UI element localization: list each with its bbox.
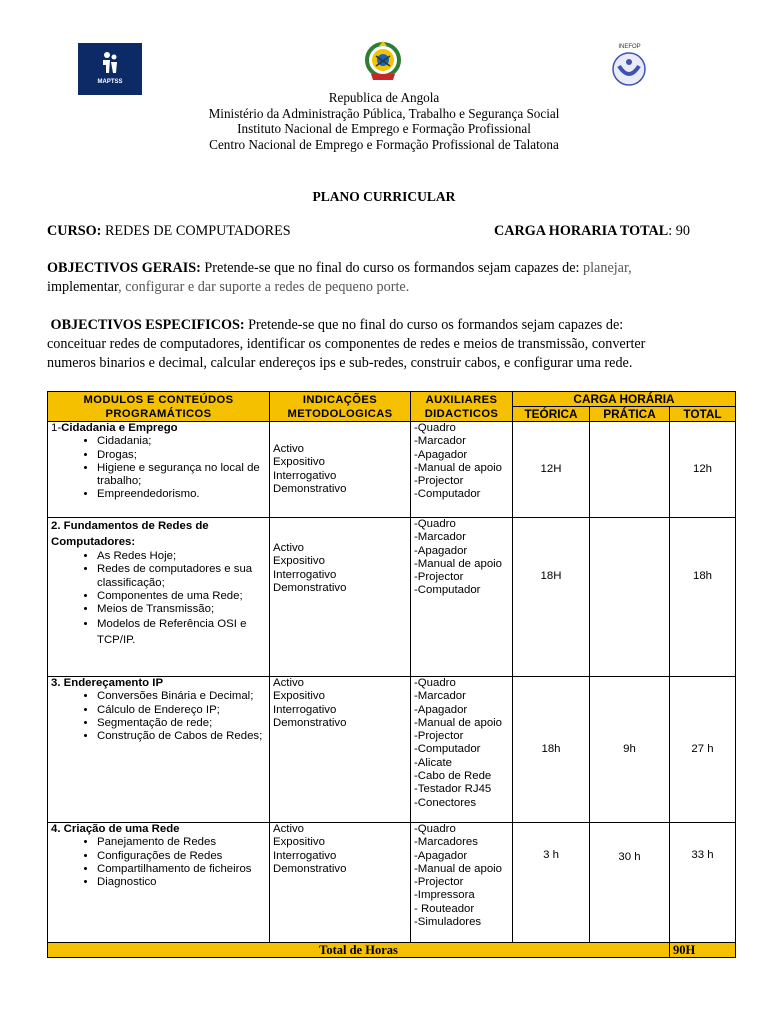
list-item: • Modelos de Referência OSI e TCP/IP. [97,616,266,648]
curriculum-table [47,391,736,958]
module-topics [51,690,266,743]
table-row [48,518,736,677]
course-hours [494,223,690,240]
general-objectives-line-1 [47,260,632,277]
header-theory: TEÓRICA [513,407,590,422]
theory-hours: 3 h [513,823,590,943]
aid-item: -Apagador [414,544,468,557]
list-item: • Construção de Cabos de Redes; [97,730,266,743]
aid-item: -Apagador [414,703,468,716]
specific-objectives-text-1: Pretende-se que no final do curso os formandos sejam capazes de: [244,317,624,333]
practice-hours [590,422,670,518]
practice-hours: 9h [590,677,670,823]
specific-objectives-label: OBJECTIVOS ESPECIFICOS: [50,317,245,333]
list-item: • Meios de Transmissão; [97,603,266,616]
general-objectives-text-2: implementar [47,279,119,295]
aid-item: - Routeador [414,902,475,915]
list-item: • Cálculo de Endereço IP; [97,704,266,717]
module-topics [51,435,266,501]
institution-header [0,90,768,152]
module-topics [51,550,266,648]
header-line-1: Republica de Angola [328,90,440,105]
specific-objectives-line-1 [47,317,623,334]
method-item: Interrogativo [273,849,337,862]
aid-item: -Quadro [414,518,456,530]
header-modules: MODULOS E CONTEÚDOS PROGRAMÁTICOS [48,392,270,422]
aid-item: -Quadro [414,422,456,434]
general-objectives-text-1: Pretende-se que no final do curso os formandos sejam capazes de: [200,260,584,276]
list-item: • Drogas; [97,449,266,462]
theory-hours: 12H [513,422,590,518]
method-item: Demonstrativo [273,862,347,875]
methods-cell [270,518,411,677]
inefop-logo-text: INEFOP [618,44,641,50]
list-item: • Configurações de Redes [97,850,266,863]
aid-item: -Manual de apoio [414,557,503,570]
aids-cell [411,518,513,677]
total-hours-label: Total de Horas [48,943,670,958]
aid-item: -Marcador [414,435,466,448]
aid-item: -Computador [414,584,481,597]
method-item: Expositivo [273,690,325,703]
list-item: • As Redes Hoje; [97,550,266,563]
aid-item: -Apagador [414,849,468,862]
method-item: Expositivo [273,456,325,469]
specific-objectives-line-2: conceituar redes de computadores, identificar os componentes de redes e meios de transmissão, converter [47,336,646,352]
theory-hours: 18h [513,677,590,823]
inefop-logo [601,42,658,88]
course-hours-label: CARGA HORARIA TOTAL [494,223,669,239]
methods-cell [270,823,411,943]
list-item: • Cidadania; [97,435,266,448]
course-line [47,223,291,240]
aid-item: -Simuladores [414,916,482,929]
general-objectives-text-2-gray: , configurar e dar suporte a redes de pequeno porte. [118,279,410,295]
aid-item: -Marcadores [414,836,478,849]
list-item: • Diagnostico [97,876,266,889]
method-item: Interrogativo [273,469,337,482]
list-item: • Panejamento de Redes [97,836,266,849]
practice-hours [590,518,670,677]
aids-cell [411,422,513,518]
table-row [48,677,736,823]
header-line-2: Ministério da Administração Pública, Trabalho e Segurança Social [208,105,560,121]
course-value: REDES DE COMPUTADORES [104,223,291,239]
course-hours-value: : 90 [668,223,690,239]
aid-item: -Manual de apoio [414,716,503,729]
theory-hours: 18H [513,518,590,677]
course-label: CURSO: [47,223,102,239]
method-item: Activo [273,677,305,689]
aid-item: -Quadro [414,677,456,689]
module-title: 2. Fundamentos de Redes de Computadores: [51,520,209,548]
table-header-row [48,392,736,407]
specific-objectives-line-3: numeros binarios e decimal, calcular endereços ips e sub-redes, construir cabos, e configurar uma rede. [47,355,633,371]
method-item: Expositivo [273,555,325,568]
total-hours: 18h [670,518,736,677]
total-hours: 12h [670,422,736,518]
aid-item: -Apagador [414,448,468,461]
general-objectives-line-2 [47,279,409,296]
angola-coat-of-arms-icon [357,40,409,84]
list-item: • Higiene e segurança no local de trabalho; [97,462,266,489]
aid-item: -Manual de apoio [414,862,503,875]
document-title: PLANO CURRICULAR [312,189,456,204]
header-total: TOTAL [670,407,736,422]
module-cell [48,823,270,943]
list-item: • Conversões Binária e Decimal; [97,690,266,703]
list-item: • Segmentação de rede; [97,717,266,730]
total-hours: 27 h [670,677,736,823]
table-row [48,422,736,518]
header-line-4: Centro Nacional de Emprego e Formação Profissional de Talatona [209,136,559,152]
module-cell [48,518,270,677]
method-item: Activo [273,823,305,835]
practice-hours: 30 h [590,823,670,943]
aid-item: -Computador [414,743,481,756]
method-item: Demonstrativo [273,482,347,495]
header-line-3: Instituto Nacional de Emprego e Formação Profissional [237,121,531,136]
table-footer-row [48,943,736,958]
method-item: Demonstrativo [273,716,347,729]
aid-item: -Quadro [414,823,456,835]
aid-item: -Projector [414,571,464,584]
methods-cell [270,422,411,518]
aid-item: -Impressora [414,889,475,902]
list-item: • Componentes de uma Rede; [97,590,266,603]
list-item: • Compartilhamento de ficheiros [97,863,266,876]
header-load: CARGA HORÁRIA [513,392,736,407]
aid-item: -Conectores [414,796,477,809]
total-hours-value: 90H [670,943,736,958]
aid-item: -Marcador [414,531,466,544]
module-topics [51,836,266,889]
aid-item: -Manual de apoio [414,461,503,474]
list-item: • Redes de computadores e sua classificação; [97,563,266,590]
header-practice: PRÁTICA [590,407,670,422]
maptss-logo-text: MAPTSS [97,79,123,85]
module-number: 1- [51,422,62,434]
method-item: Activo [273,442,305,455]
method-item: Activo [273,542,305,554]
aid-item: -Alicate [414,756,452,769]
total-hours: 33 h [670,823,736,943]
person-icon [100,51,120,75]
general-objectives-label: OBJECTIVOS GERAIS: [47,260,201,276]
module-title: 3. Endereçamento IP [51,677,164,689]
module-title: 4. Criação de uma Rede [51,823,180,835]
module-cell [48,422,270,518]
aid-item: -Computador [414,488,481,501]
aids-cell [411,823,513,943]
header-aids: AUXILIARES DIDACTICOS [411,392,513,422]
module-title: Cidadania e Emprego [61,422,178,434]
aid-item: -Testador RJ45 [414,783,492,796]
header-methods: INDICAÇÕES METODOLOGICAS [270,392,411,422]
aid-item: -Cabo de Rede [414,770,492,783]
aids-cell [411,677,513,823]
module-cell [48,677,270,823]
aid-item: -Projector [414,876,464,889]
aid-item: -Marcador [414,690,466,703]
general-objectives-text-1-gray: planejar, [583,260,632,276]
table-row [48,823,736,943]
methods-cell [270,677,411,823]
aid-item: -Projector [414,730,464,743]
list-item: • Empreendedorismo. [97,488,266,501]
method-item: Interrogativo [273,568,337,581]
method-item: Interrogativo [273,703,337,716]
maptss-logo [78,43,142,95]
aid-item: -Projector [414,475,464,488]
method-item: Demonstrativo [273,581,347,594]
method-item: Expositivo [273,836,325,849]
